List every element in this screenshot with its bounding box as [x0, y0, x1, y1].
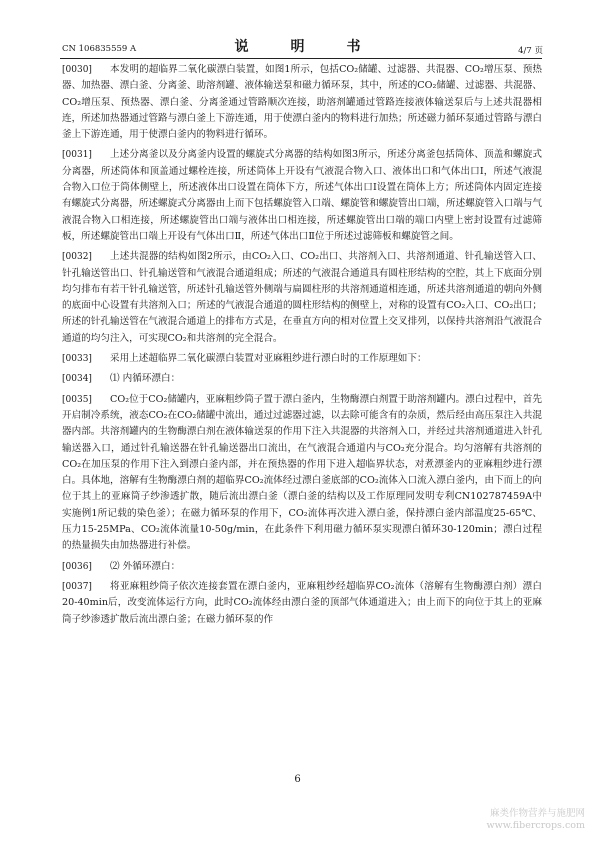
paragraph-text: 将亚麻粗纱筒子依次连接套置在漂白釜内，亚麻粗纱经超临界CO₂流体（溶解有生物酶漂白剂）漂白20-40min后，改变流体运行方向，此时CO₂流体经由漂白釜的顶部气体通道进入；由上而下的向位于其上的亚麻筒子纱渗透扩散后流出漂白釜；在磁力循环泵的作 [62, 580, 542, 625]
watermark-title: 麻类作物营养与施肥网 [489, 808, 585, 819]
page-number: 6 [294, 774, 301, 785]
paragraph-number: [0033] [62, 354, 92, 365]
header-divider [60, 58, 542, 59]
paragraph-0033 [62, 351, 542, 367]
doc-number: CN 106835559 A [62, 44, 137, 54]
paragraph-text: 上述分离釜以及分离釜内设置的螺旋式分离器的结构如图3所示，所述分离釜包括筒体、顶盖和螺旋式分离器，所述筒体和顶盖通过螺栓连接，所述筒体上开设有气液混合物入口、液体出口和气体出口Ⅰ，所述气液混合物入口位于筒体侧壁上，所述液体出口设置在筒体下方，所述气体出口Ⅰ设置在筒体上方；所述筒体内固定连接有螺旋式分离器，所述螺旋式分离器由上而下包括螺旋管入口端、螺旋管和螺旋管出口端，所述螺旋管入口端与气液混合物入口相连接，所述螺旋管出口端与液体出口相连接，所述螺旋管出口端的端口内壁上密封设置有过滤筛板，所述螺旋管出口端上开设有气体出口Ⅱ，所述气体出口Ⅱ位于所述过滤筛板和螺旋管之间。 [62, 149, 542, 242]
paragraph-number: [0031] [62, 150, 92, 161]
paragraph-number: [0036] [62, 561, 92, 572]
document-body [62, 62, 542, 632]
paragraph-number: [0035] [62, 394, 92, 405]
paragraph-0032 [62, 249, 542, 347]
paragraph-0031 [62, 147, 542, 245]
paragraph-text: 采用上述超临界二氧化碳漂白装置对亚麻粗纱进行漂白时的工作原理如下： [110, 353, 427, 365]
paragraph-text: 本发明的超临界二氧化碳漂白装置，如图1所示，包括CO₂储罐、过滤器、共混器、CO₂增压泵、预热器、加热器、漂白釜、分离釜、助溶剂罐、液体输送泵和磁力循环泵，其中，所述的CO₂储罐、过滤器、共混器、CO₂增压泵、预热器、漂白釜、分离釜通过管路顺次连接，助溶剂罐通过管路连接液体输送泵后与上述共混器相连，所述加热器通过管路与漂白釜上下游连通，用于使漂白釜内的物料进行加热；所述磁力循环泵通过管路与漂白釜上下游连通，用于使漂白釜内的物料进行循环。 [62, 64, 542, 141]
paragraph-text: 上述共混器的结构如图2所示，由CO₂入口、CO₂出口、共溶剂入口、共溶剂通道、针孔输送管入口、针孔输送管出口、针孔输送管和气液混合通道组成；所述的气液混合通道具有圆柱形结构的空腔，其上下底面分别均匀排布有若干针孔输送管，所述针孔输送管外侧端与扁圆柱形的共溶剂通道相连通，所述共溶剂通道的朝向外侧的底面中心设置有共溶剂入口；所述的气液混合通道的圆柱形结构的侧壁上，对称的设置有CO₂入口、CO₂出口；所述的针孔输送管在气液混合通道上的排布方式是，在垂直方向的相对位置上交叉排列，以保持共溶剂沿气液混合通道的均匀注入，可实现CO₂和共溶剂的完全混合。 [62, 251, 542, 344]
paragraph-0037 [62, 579, 542, 628]
paragraph-0034 [62, 371, 542, 387]
paragraph-number: [0037] [62, 581, 92, 592]
paragraph-text: ⑴ 内循环漂白： [110, 373, 181, 385]
page-title: 说 明 书 [234, 39, 375, 55]
paragraph-number: [0032] [62, 252, 92, 263]
paragraph-number: [0034] [62, 374, 92, 385]
paragraph-0035 [62, 392, 542, 555]
paragraph-text: ⑵ 外循环漂白： [110, 560, 181, 572]
page-indicator: 4/7 页 [518, 46, 543, 56]
paragraph-text: CO₂位于CO₂储罐内，亚麻粗纱筒子置于漂白釜内，生物酶漂白剂置于助溶剂罐内。漂白过程中，首先开启制冷系统，液态CO₂在CO₂储罐中流出，通过过滤器过滤，以去除可能含有的杂质，然后经由高压泵注入共混器内部。共溶剂罐内的生物酶漂白剂在液体输送泵的作用下注入共混器的共溶剂入口，并经过共溶剂通道进入针孔输送器入口，通过针孔输送器在针孔输送器出口流出，在气液混合通道内与CO₂充分混合。均匀溶解有共溶剂的CO₂在加压泵的作用下注入到漂白釜内部，并在预热器的作用下进入超临界状态，对煮漂釜内的亚麻粗纱进行漂白。具体地，溶解有生物酶漂白剂的超临界CO₂流体经过漂白釜底部的CO₂流体入口流入漂白釜内，由下而上的向位于其上的亚麻筒子纱渗透扩散，随后流出漂白釜（漂白釜的结构以及工作原理同发明专利CN102787459A中实施例1所记载的染色釜）；在磁力循环泵的作用下，CO₂流体再次进入漂白釜，保持漂白釜内部温度25-65℃、压力15-25MPa、CO₂流体流量10-50g/min，在此条件下利用磁力循环泵实现漂白循环30-120min；漂白过程的热量损失由加热器进行补偿。 [62, 393, 542, 552]
paragraph-0036 [62, 559, 542, 575]
watermark-url: www.fibercrops.com [486, 820, 585, 831]
watermark [487, 808, 585, 832]
paragraph-0030 [62, 62, 542, 143]
paragraph-number: [0030] [62, 65, 92, 75]
